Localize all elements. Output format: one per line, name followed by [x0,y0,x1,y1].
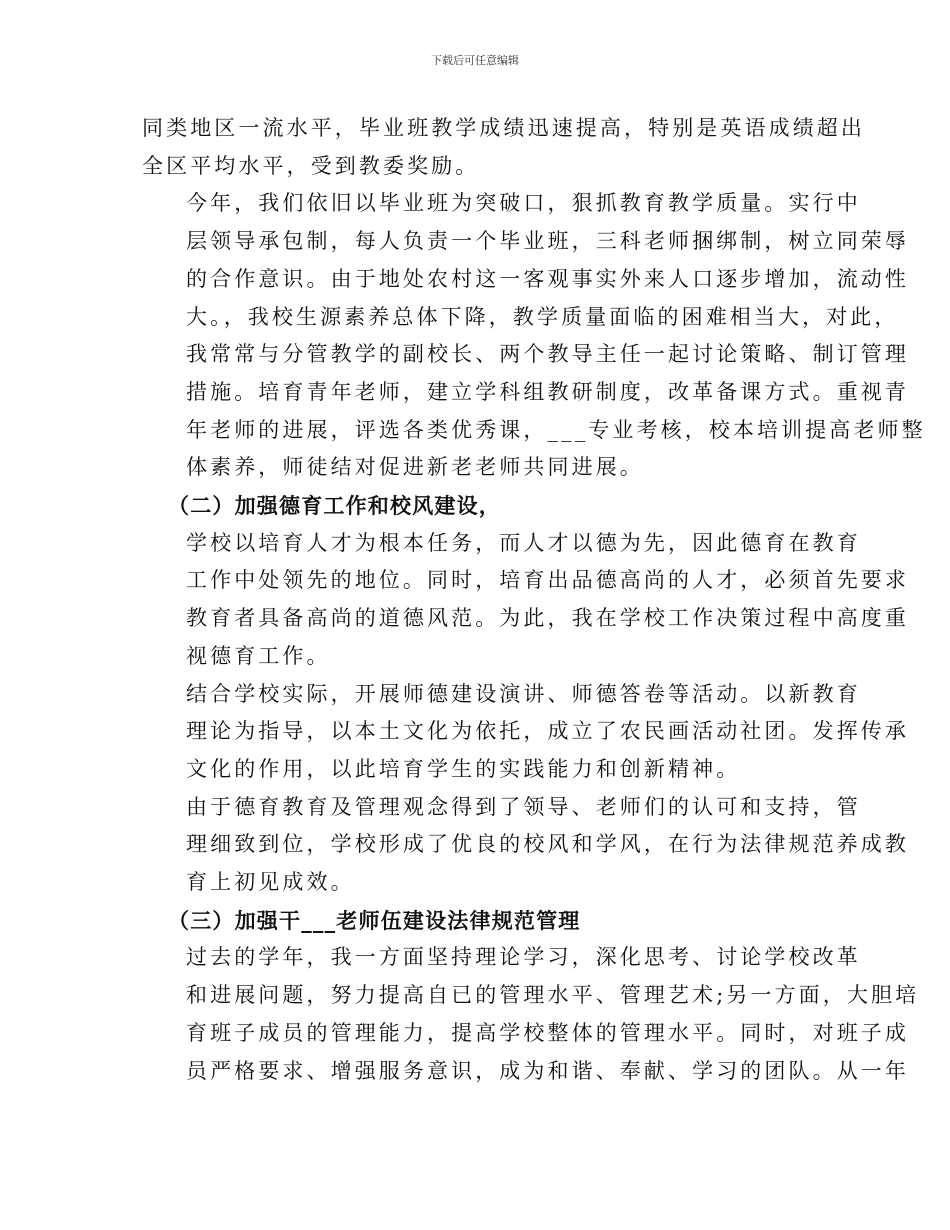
text-line: 工作中处领先的地位。同时，培育出品德高尚的人才，必须首先要求 [186,568,909,593]
text-line: 全区平均水平，受到教委奖励。 [142,153,480,178]
text-line: 年老师的进展，评选各类优秀课，___专业考核，校本培训提高老师整 [186,417,926,442]
text-line: 大。，我校生源素养总体下降，教学质量面临的困难相当大，对此， [186,304,899,329]
text-line: 的合作意识。由于地处农村这一客观事实外来人口逐步增加，流动性 [186,266,909,291]
text-line: 措施。培育青年老师，建立学科组教研制度，改革备课方式。重视青 [186,379,909,404]
paragraph [142,676,909,789]
text-line: 视德育工作。 [186,643,331,668]
text-line: 学校以培育人才为根本任务，而人才以德为先，因此德育在教育 [186,530,861,555]
text-line: 过去的学年，我一方面坚持理论学习，深化思考、讨论学校改革 [186,945,861,970]
section-heading: （三）加强干___老师伍建设法律规范管理 [168,907,581,933]
text-line: 我常常与分管教学的副校长、两个教导主任一起讨论策略、制订管理 [186,342,909,367]
text-line: 今年，我们依旧以毕业班为突破口，狠抓教育教学质量。实行中 [186,191,861,216]
text-line: 育班子成员的管理能力，提高学校整体的管理水平。同时，对班子成 [186,1020,909,1045]
paragraph [142,939,920,1090]
paragraph [142,185,926,487]
paragraph [142,789,909,902]
text-line: 文化的作用，以此培育学生的实践能力和创新精神。 [186,756,741,781]
section-heading: （二）加强德育工作和校风建设， [168,493,501,519]
text-line: 由于德育教育及管理观念得到了领导、老师们的认可和支持，管 [186,794,861,819]
text-line: 结合学校实际，开展师德建设演讲、师德答卷等活动。以新教育 [186,681,861,706]
text-line: 员严格要求、增强服务意识，成为和谐、奉献、学习的团队。从一年 [186,1058,909,1083]
text-line: 教育者具备高尚的道德风范。为此，我在学校工作决策过程中高度重 [186,606,909,631]
text-line: 和进展问题，努力提高自已的管理水平、管理艺术;另一方面，大胆培 [186,983,920,1008]
document-body [142,110,926,1090]
paragraph [142,110,865,185]
text-line: 同类地区一流水平，毕业班教学成绩迅速提高，特别是英语成绩超出 [142,116,865,140]
paragraph [142,525,909,676]
text-line: 育上初见成效。 [186,870,355,895]
text-line: 层领导承包制，每人负责一个毕业班，三科老师捆绑制，树立同荣辱 [186,229,909,254]
text-line: 理细致到位，学校形成了优良的校风和学风，在行为法律规范养成教 [186,832,909,857]
text-line: 体素养，师徒结对促进新老老师共同进展。 [186,455,644,480]
text-line: 理论为指导，以本土文化为依托，成立了农民画活动社团。发挥传承 [186,719,909,744]
page-header: 下载后可任意编辑 [431,54,519,67]
